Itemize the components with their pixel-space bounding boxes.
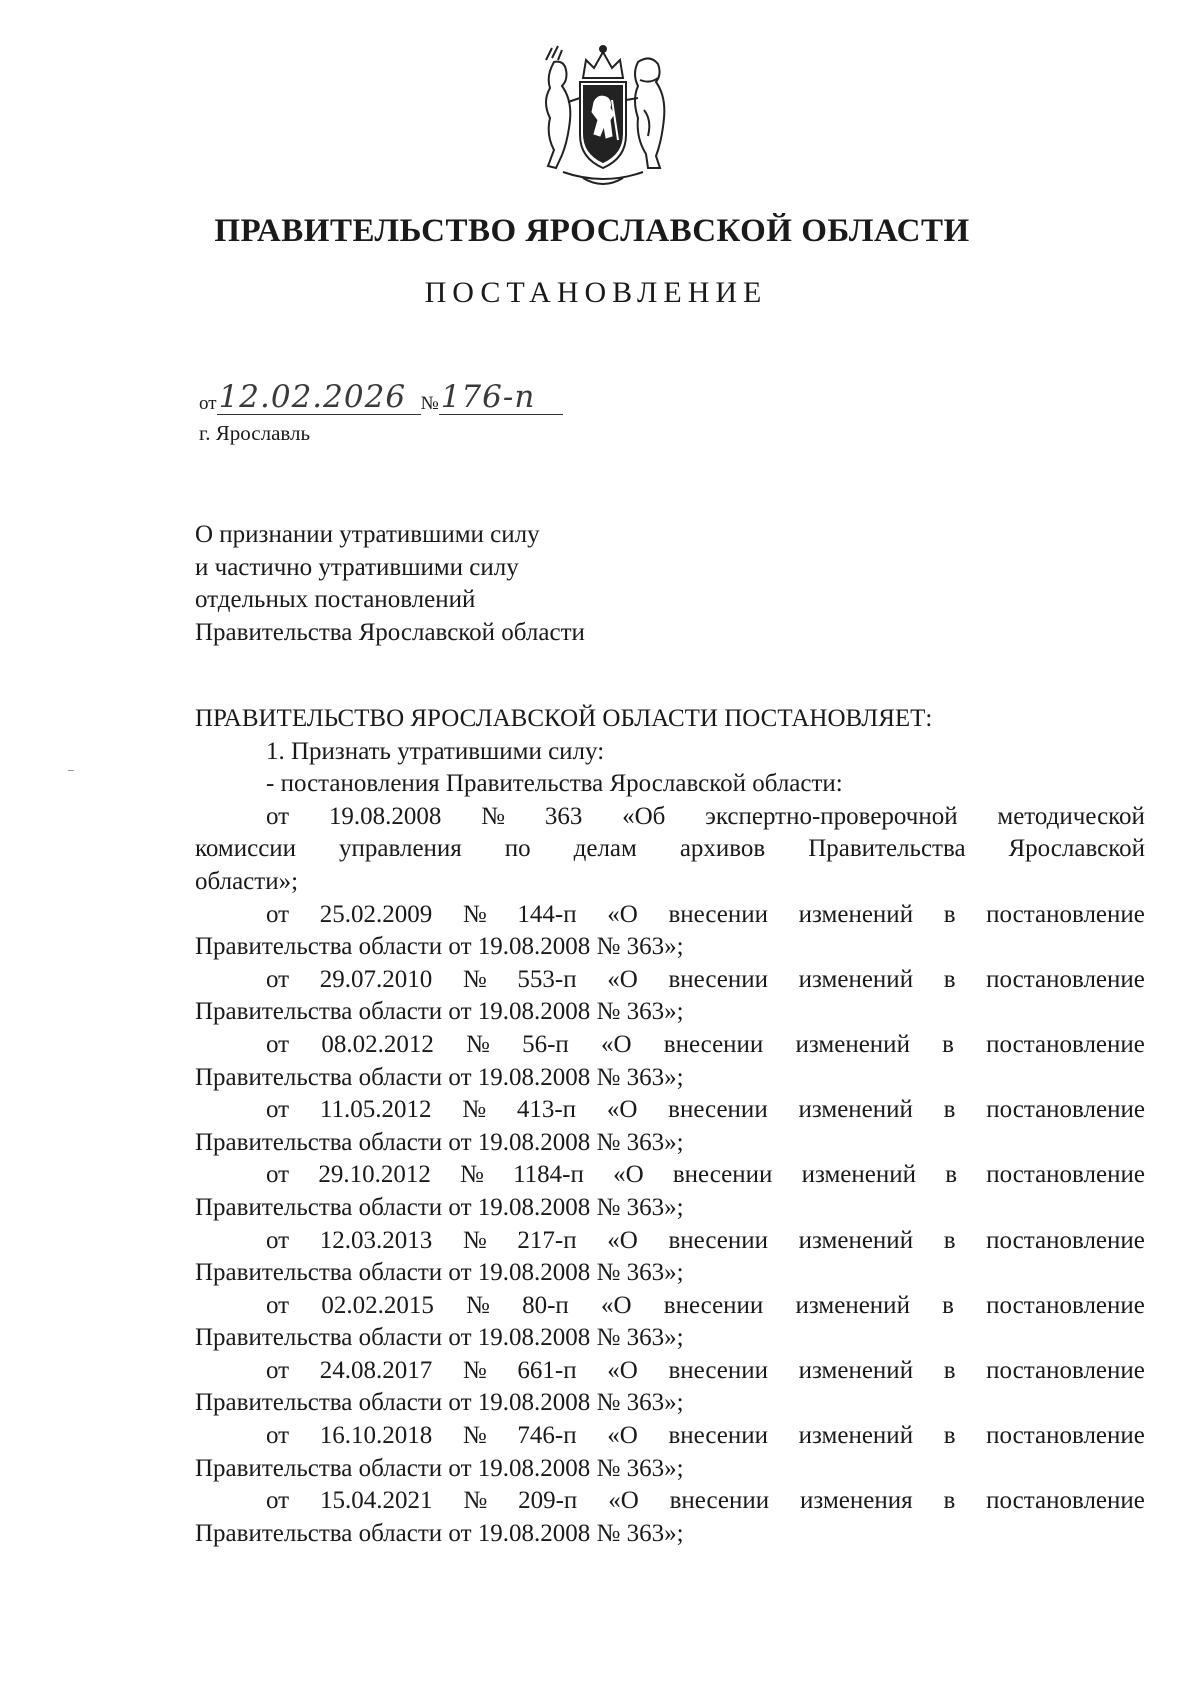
reference-first-line bbox=[195, 1485, 1145, 1518]
ref-word: в bbox=[942, 1291, 954, 1319]
ref-word: в bbox=[945, 1161, 958, 1189]
ref-word: изменений bbox=[798, 1226, 914, 1254]
ref-word: внесении bbox=[668, 1226, 768, 1254]
ref-word: «О bbox=[608, 1487, 639, 1515]
reference-first-line bbox=[195, 1029, 1145, 1062]
ref-word: № bbox=[466, 1030, 490, 1058]
reference-continuation: Правительства области от 19.08.2008 № 363»; bbox=[195, 1389, 684, 1417]
ref-word: внесении bbox=[668, 1096, 768, 1124]
reference-continuation: Правительства области от 19.08.2008 № 363»; bbox=[195, 933, 684, 961]
ref-word: 15.04.2021 bbox=[319, 1487, 433, 1515]
ref-word: изменений bbox=[795, 1291, 910, 1319]
ref-word: «О bbox=[606, 1096, 638, 1124]
ref-word: 553-п bbox=[517, 965, 577, 993]
ref-word: в bbox=[943, 1422, 956, 1450]
number-label: № bbox=[420, 393, 439, 414]
reference-continuation: Правительства области от 19.08.2008 № 363»; bbox=[195, 1519, 684, 1547]
ref-word: внесении bbox=[668, 1356, 768, 1384]
ref-word: в bbox=[943, 965, 956, 993]
margin-mark bbox=[68, 770, 74, 771]
reference-continuation: области»; bbox=[195, 867, 299, 895]
ref-word: 209-п bbox=[518, 1487, 578, 1515]
ref-word: изменения bbox=[800, 1487, 913, 1515]
date-label: от bbox=[199, 393, 217, 414]
ref-word: от bbox=[266, 1161, 290, 1189]
document-body bbox=[195, 703, 1145, 1550]
reference-first-line bbox=[195, 801, 1145, 834]
ref-word: изменений bbox=[798, 1096, 913, 1124]
subject-line: О признании утратившими силу bbox=[195, 521, 540, 548]
coat-of-arms-icon bbox=[528, 40, 678, 190]
reference-list bbox=[195, 899, 1145, 1551]
subject-line: отдельных постановлений bbox=[195, 586, 476, 613]
ref-word: 24.08.2017 bbox=[319, 1356, 433, 1384]
ref-word: внесении bbox=[663, 1291, 764, 1319]
city-label: г. Ярославль bbox=[199, 421, 311, 445]
handwritten-date: 12.02.2026 bbox=[217, 380, 421, 415]
ref-word: постановление bbox=[986, 1226, 1145, 1254]
ref-word: внесении bbox=[663, 1030, 764, 1058]
ref-word: постановление bbox=[986, 965, 1145, 993]
ref-word: 746-п bbox=[517, 1422, 577, 1450]
ref-word: изменений bbox=[798, 900, 914, 928]
ref-word: № bbox=[463, 1487, 488, 1515]
reference-continuation: Правительства области от 19.08.2008 № 363»; bbox=[195, 998, 684, 1026]
ref-word: постановление bbox=[986, 1487, 1145, 1515]
ref-word: № bbox=[462, 1356, 487, 1384]
ref-word: от bbox=[266, 1030, 290, 1058]
ref-word: постановление bbox=[986, 900, 1145, 928]
ref-word: от bbox=[266, 802, 290, 830]
ref-word: внесении bbox=[668, 1422, 768, 1450]
reference-continuation: комиссии управления по делам архивов Правительства Ярославской bbox=[195, 835, 1145, 863]
ref-word: № bbox=[466, 1291, 490, 1319]
ref-date: 19.08.2008 bbox=[328, 802, 442, 830]
ref-word: 144-п bbox=[517, 900, 577, 928]
government-title: ПРАВИТЕЛЬСТВО ЯРОСЛАВСКОЙ ОБЛАСТИ bbox=[214, 213, 970, 249]
registration-line bbox=[199, 380, 563, 420]
ref-word: «О bbox=[607, 1226, 638, 1254]
reference-continuation: Правительства области от 19.08.2008 № 363»; bbox=[195, 1128, 684, 1156]
ref-word: экспертно-проверочной bbox=[705, 802, 958, 830]
ref-word: внесении bbox=[669, 1487, 770, 1515]
reference-first-line bbox=[195, 1225, 1145, 1258]
ref-word: 661-п bbox=[517, 1356, 577, 1384]
ref-word: «О bbox=[601, 1291, 632, 1319]
ref-word: в bbox=[943, 1226, 956, 1254]
ref-word: от bbox=[266, 1096, 290, 1124]
ref-word: «О bbox=[601, 1030, 632, 1058]
ref-word: 217-п bbox=[517, 1226, 577, 1254]
ref-word: методической bbox=[997, 802, 1145, 830]
ref-word: «О bbox=[607, 1356, 638, 1384]
ref-word: в bbox=[942, 1030, 954, 1058]
handwritten-number: 176-п bbox=[439, 380, 563, 415]
ref-word: от bbox=[266, 1291, 290, 1319]
ref-word: постановление bbox=[986, 1291, 1145, 1319]
ref-word: изменений bbox=[801, 1161, 917, 1189]
ref-word: изменений bbox=[798, 1422, 914, 1450]
ref-word: 11.05.2012 bbox=[319, 1096, 432, 1124]
ref-word: внесении bbox=[668, 900, 768, 928]
ref-number: 363 bbox=[544, 802, 583, 830]
ref-word: изменений bbox=[798, 965, 914, 993]
ref-word: 29.07.2010 bbox=[319, 965, 433, 993]
ref-word: № bbox=[462, 1422, 487, 1450]
ref-word: постановление bbox=[986, 1356, 1145, 1384]
ref-word: в bbox=[943, 1356, 956, 1384]
ref-word: 413-п bbox=[516, 1096, 577, 1124]
ref-word: от bbox=[266, 1487, 290, 1515]
document-type: ПОСТАНОВЛЕНИЕ bbox=[424, 276, 768, 309]
ref-word: постановление bbox=[986, 1161, 1145, 1189]
reference-first-line bbox=[195, 1159, 1145, 1192]
ref-word: от bbox=[266, 1356, 290, 1384]
reference-first-line bbox=[195, 964, 1145, 997]
ref-word: от bbox=[266, 1422, 290, 1450]
ref-word: «Об bbox=[622, 802, 666, 830]
ref-word: № bbox=[462, 965, 487, 993]
ref-word: «О bbox=[607, 1422, 638, 1450]
reference-first-line bbox=[195, 899, 1145, 932]
document-subject bbox=[195, 519, 585, 649]
ref-word: от bbox=[266, 965, 290, 993]
resolution-heading: ПРАВИТЕЛЬСТВО ЯРОСЛАВСКОЙ ОБЛАСТИ ПОСТАНОВЛЯЕТ: bbox=[195, 705, 933, 732]
ref-word: 80-п bbox=[522, 1291, 569, 1319]
reference-continuation: Правительства области от 19.08.2008 № 363»; bbox=[195, 1324, 684, 1352]
reference-first-line bbox=[195, 1290, 1145, 1323]
reference-continuation: Правительства области от 19.08.2008 № 363»; bbox=[195, 1063, 684, 1091]
ref-word: 12.03.2013 bbox=[319, 1226, 433, 1254]
reference-continuation: Правительства области от 19.08.2008 № 363»; bbox=[195, 1259, 684, 1287]
ref-word: № bbox=[462, 1096, 487, 1124]
ref-word: 16.10.2018 bbox=[319, 1422, 433, 1450]
ref-word: 56-п bbox=[522, 1030, 569, 1058]
ref-word: 25.02.2009 bbox=[319, 900, 433, 928]
ref-word: внесении bbox=[668, 965, 768, 993]
ref-word: в bbox=[943, 1096, 956, 1124]
ref-word: 1184-п bbox=[513, 1161, 584, 1189]
ref-word: 02.02.2015 bbox=[321, 1291, 434, 1319]
ref-word: изменений bbox=[798, 1356, 914, 1384]
subject-line: и частично утратившими силу bbox=[195, 553, 519, 581]
ref-word: изменений bbox=[795, 1030, 910, 1058]
ref-word: № bbox=[481, 802, 506, 830]
ref-word: № bbox=[460, 1161, 484, 1189]
ref-word: постановление bbox=[986, 1422, 1145, 1450]
ref-word: в bbox=[943, 1487, 956, 1515]
reference-first-line bbox=[195, 1420, 1145, 1453]
ref-word: постановление bbox=[986, 1096, 1145, 1124]
ref-word: № bbox=[462, 900, 487, 928]
ref-word: постановление bbox=[986, 1030, 1145, 1058]
ref-word: «О bbox=[613, 1161, 644, 1189]
ref-word: «О bbox=[607, 965, 638, 993]
item-1: 1. Признать утратившими силу: bbox=[266, 737, 605, 765]
reference-continuation: Правительства области от 19.08.2008 № 363»; bbox=[195, 1454, 684, 1482]
ref-word: 29.10.2012 bbox=[318, 1161, 431, 1189]
ref-word: внесении bbox=[672, 1161, 773, 1189]
reference-first-line bbox=[195, 1094, 1145, 1127]
ref-word: от bbox=[266, 1226, 290, 1254]
ref-word: в bbox=[943, 900, 956, 928]
reference-first-line bbox=[195, 1355, 1145, 1388]
subject-line: Правительства Ярославской области bbox=[195, 618, 585, 646]
sub-item: - постановления Правительства Ярославской области: bbox=[266, 770, 843, 798]
reference-continuation: Правительства области от 19.08.2008 № 363»; bbox=[195, 1193, 684, 1221]
ref-word: № bbox=[462, 1226, 487, 1254]
ref-word: от bbox=[266, 900, 290, 928]
ref-word: 08.02.2012 bbox=[321, 1030, 434, 1058]
ref-word: «О bbox=[607, 900, 638, 928]
